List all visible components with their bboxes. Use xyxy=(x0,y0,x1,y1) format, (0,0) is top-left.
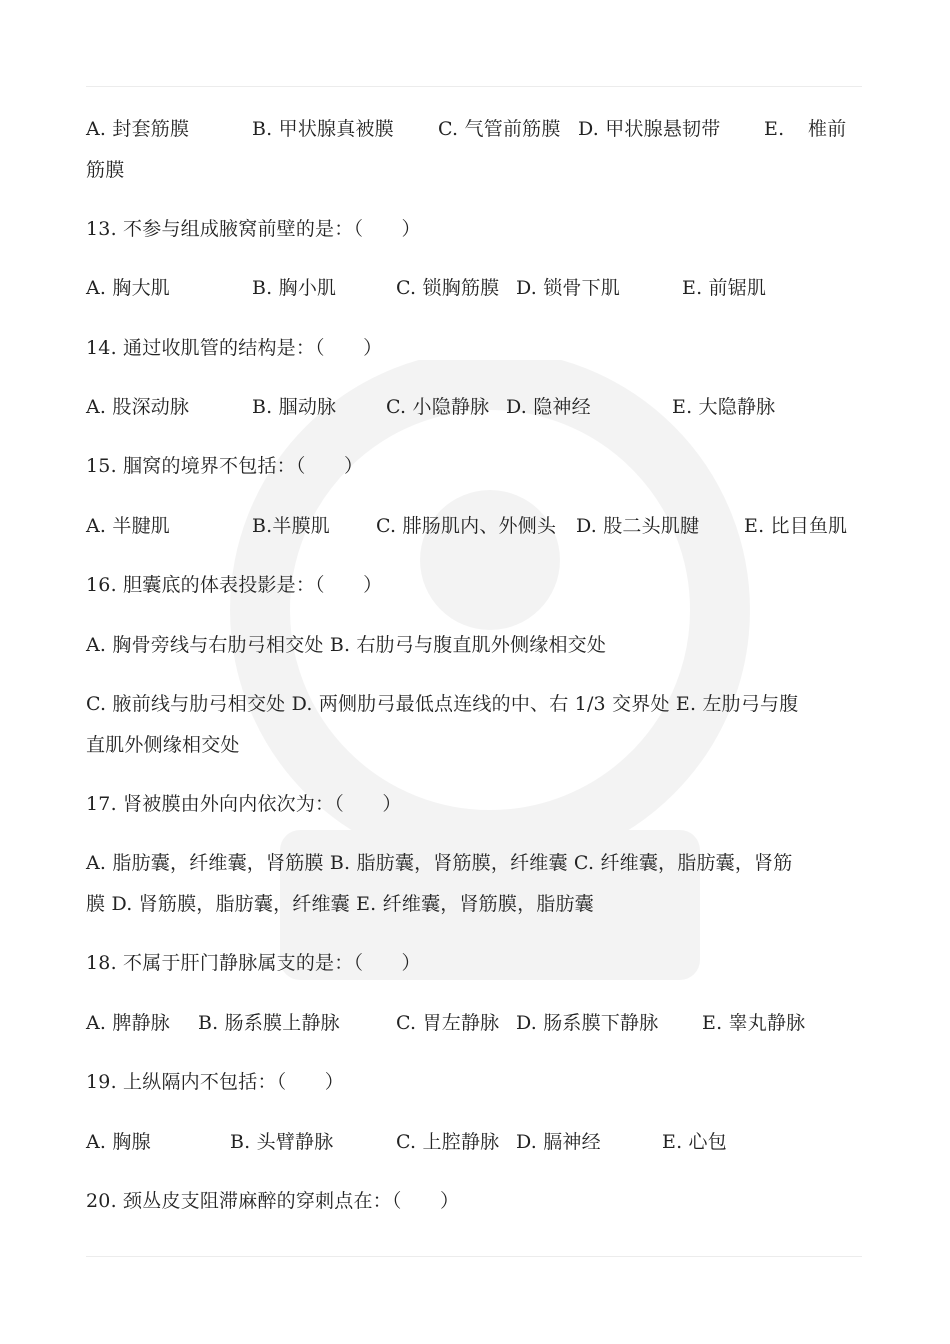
bottom-divider xyxy=(86,1256,862,1257)
q15-stem: 15. 腘窝的境界不包括：（ ） xyxy=(86,455,364,477)
q16-options-line-1[interactable]: A. 胸骨旁线与右肋弓相交处 B. 右肋弓与腹直肌外侧缘相交处 xyxy=(86,634,607,656)
q12-option-e-label[interactable]: E. xyxy=(764,118,785,140)
top-divider xyxy=(86,86,862,87)
q19-option-b[interactable]: B. 头臂静脉 xyxy=(230,1131,334,1153)
q16-stem: 16. 胆囊底的体表投影是：（ ） xyxy=(86,574,383,596)
q14-stem: 14. 通过收肌管的结构是：（ ） xyxy=(86,337,383,359)
q17-options-line-1[interactable]: A. 脂肪囊，纤维囊，肾筋膜 B. 脂肪囊，肾筋膜，纤维囊 C. 纤维囊，脂肪囊，肾筋 xyxy=(86,852,793,874)
q15-option-c[interactable]: C. 腓肠肌内、外侧头 xyxy=(376,515,557,537)
q15-option-d[interactable]: D. 股二头肌腱 xyxy=(576,515,700,537)
q18-stem: 18. 不属于肝门静脉属支的是：（ ） xyxy=(86,952,421,974)
q15-option-b[interactable]: B.半膜肌 xyxy=(252,515,331,537)
q15-option-e[interactable]: E. 比目鱼肌 xyxy=(744,515,848,537)
q14-option-e[interactable]: E. 大隐静脉 xyxy=(672,396,776,418)
q20-stem: 20. 颈丛皮支阻滞麻醉的穿刺点在：（ ） xyxy=(86,1190,460,1212)
q18-option-b[interactable]: B. 肠系膜上静脉 xyxy=(198,1012,340,1034)
q18-option-c[interactable]: C. 胃左静脉 xyxy=(396,1012,500,1034)
q13-option-c[interactable]: C. 锁胸筋膜 xyxy=(396,277,500,299)
q18-option-e[interactable]: E. 睾丸静脉 xyxy=(702,1012,806,1034)
q12-option-a[interactable]: A. 封套筋膜 xyxy=(86,118,190,140)
q18-option-d[interactable]: D. 肠系膜下静脉 xyxy=(516,1012,659,1034)
q19-option-c[interactable]: C. 上腔静脉 xyxy=(396,1131,500,1153)
q17-options-line-2[interactable]: 膜 D. 肾筋膜，脂肪囊，纤维囊 E. 纤维囊，肾筋膜，脂肪囊 xyxy=(86,893,594,915)
q14-option-a[interactable]: A. 股深动脉 xyxy=(86,396,190,418)
q12-option-e-text: 椎前 xyxy=(808,118,847,140)
q14-option-d[interactable]: D. 隐神经 xyxy=(506,396,591,418)
q13-option-a[interactable]: A. 胸大肌 xyxy=(86,277,171,299)
q13-stem: 13. 不参与组成腋窝前壁的是：（ ） xyxy=(86,218,421,240)
q18-option-a[interactable]: A. 脾静脉 xyxy=(86,1012,171,1034)
q16-options-line-2[interactable]: C. 腋前线与肋弓相交处 D. 两侧肋弓最低点连线的中、右 1/3 交界处 E. 左肋弓与腹 xyxy=(86,693,799,715)
q19-option-e[interactable]: E. 心包 xyxy=(662,1131,727,1153)
q19-option-a[interactable]: A. 胸腺 xyxy=(86,1131,151,1153)
q19-option-d[interactable]: D. 膈神经 xyxy=(516,1131,601,1153)
q15-option-a[interactable]: A. 半腱肌 xyxy=(86,515,171,537)
q13-option-d[interactable]: D. 锁骨下肌 xyxy=(516,277,621,299)
q14-option-b[interactable]: B. 腘动脉 xyxy=(252,396,337,418)
q16-options-line-3[interactable]: 直肌外侧缘相交处 xyxy=(86,734,240,756)
q13-option-e[interactable]: E. 前锯肌 xyxy=(682,277,767,299)
q19-stem: 19. 上纵隔内不包括：（ ） xyxy=(86,1071,344,1093)
q17-stem: 17. 肾被膜由外向内依次为：（ ） xyxy=(86,793,402,815)
q12-option-c[interactable]: C. 气管前筋膜 xyxy=(438,118,561,140)
q12-option-d[interactable]: D. 甲状腺悬韧带 xyxy=(578,118,721,140)
q12-option-b[interactable]: B. 甲状腺真被膜 xyxy=(252,118,394,140)
q12-option-e-text-cont: 筋膜 xyxy=(86,159,125,181)
q14-option-c[interactable]: C. 小隐静脉 xyxy=(386,396,490,418)
q13-option-b[interactable]: B. 胸小肌 xyxy=(252,277,337,299)
